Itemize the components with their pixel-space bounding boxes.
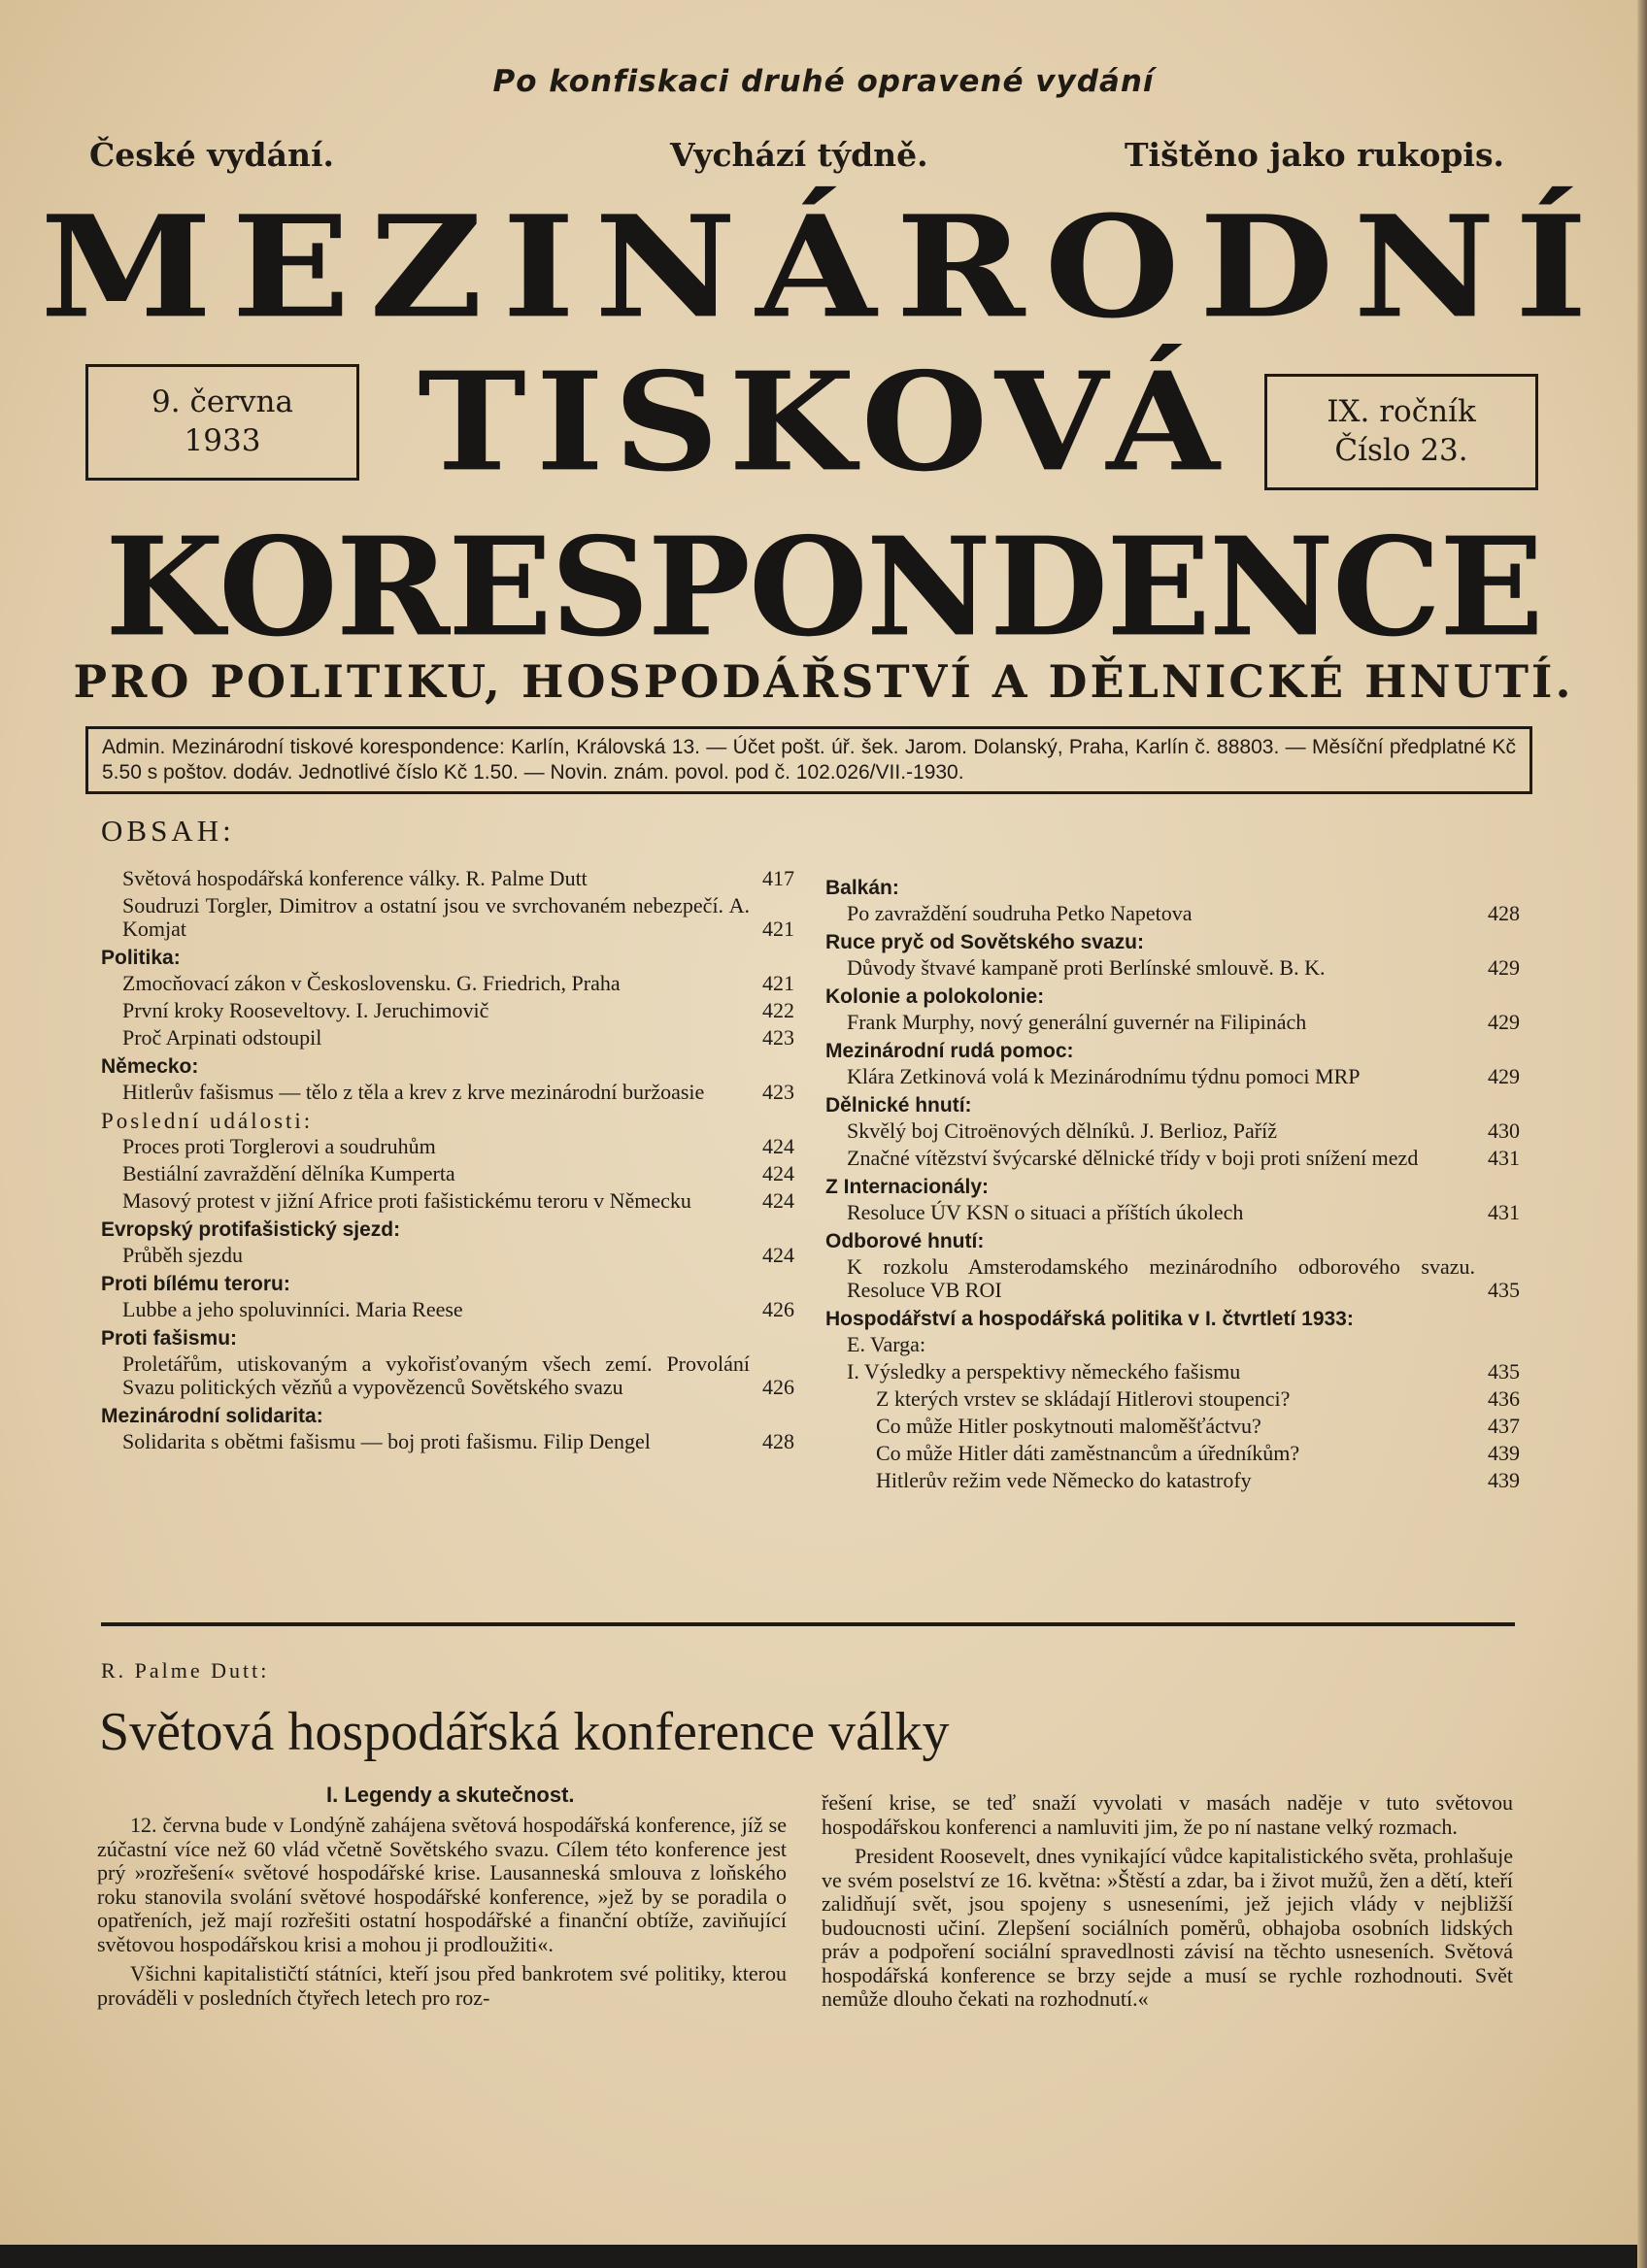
contents-section-heading: Proti bílému teroru: — [101, 1273, 290, 1295]
contents-entry-page: 423 — [762, 1025, 794, 1050]
contents-entry-title: Hitlerův režim vede Německo do katastrofy — [876, 1468, 1252, 1492]
contents-entry — [101, 1162, 794, 1185]
confiscation-notice: Po konfiskaci druhé opravené vydání — [492, 64, 1155, 99]
contents-entry-title: Skvělý boj Citroënových dělníků. J. Berlioz, Paříž — [847, 1118, 1277, 1143]
print-label: Tištěno jako rukopis. — [1125, 136, 1505, 174]
masthead-subtitle: PRO POLITIKU, HOSPODÁŘSTVÍ A DĚLNICKÉ HNUTÍ. — [73, 655, 1574, 708]
contents-entry — [825, 1387, 1520, 1411]
scan-right-edge — [1637, 0, 1647, 2268]
contents-entry — [825, 1415, 1520, 1438]
contents-section-heading: Hospodářství a hospodářská politika v I. čtvrtletí 1933: — [825, 1308, 1354, 1330]
contents-entry — [825, 1255, 1520, 1302]
contents-entry-title: Z kterých vrstev se skládají Hitlerovi stoupenci? — [876, 1386, 1291, 1411]
contents-entry — [825, 1011, 1520, 1034]
contents-entry-page: 428 — [762, 1429, 794, 1453]
contents-entry — [825, 1442, 1520, 1465]
contents-entry-title: K rozkolu Amsterodamského mezinárodního odborového svazu. Resoluce VB ROI — [847, 1254, 1475, 1302]
contents-entry-title: Masový protest v jižní Africe proti fašistickému teroru v Německu — [122, 1188, 691, 1213]
article-paragraph: 12. června bude v Londýně zahájena světová hospodářská konference, jíž se zúčastní více než 60 vlád včetně Sovětského svazu. Cílem této konference jest prý »rozřešení« světové hospodářské krise. Lausanneská smlouva z loňského roku stanovila svolání světové hospodářské konference, »jež by se poradila o opatřeních, jež mají rozřešiti ostatní hospodářské a finanční obtíže, zaviňující světovou hospodářskou krisi a mohou ji prodloužiti«. — [97, 1813, 787, 1956]
masthead-line-2: TISKOVÁ — [418, 343, 1229, 502]
contents-section-heading: Německo: — [101, 1055, 199, 1078]
contents-section-heading: Z Internacionály: — [825, 1176, 990, 1198]
contents-entry-page: 431 — [1488, 1146, 1520, 1170]
article-section-heading: I. Legendy a skutečnost. — [326, 1783, 575, 1807]
article-right-column — [822, 1791, 1513, 2018]
issue-number: Číslo 23. — [1334, 433, 1468, 468]
scan-bottom-edge — [0, 2245, 1647, 2268]
contents-entry — [825, 1201, 1520, 1224]
contents-entry — [825, 902, 1520, 925]
article-left-column — [97, 1814, 787, 2016]
contents-section-heading: Ruce pryč od Sovětského svazu: — [825, 931, 1144, 953]
contents-heading: OBSAH: — [101, 814, 235, 848]
contents-entry-title: Proletářům, utiskovaným a vykořisťovaným všech zemí. Provolání Svazu politických vězňů a vypovězenců Sovětského svazu — [122, 1351, 750, 1399]
contents-entry-title: Resoluce ÚV KSN o situaci a příštích úkolech — [847, 1200, 1244, 1224]
contents-entry-page: 426 — [762, 1297, 794, 1321]
contents-entry-title: Co může Hitler poskytnouti maloměšťáctvu? — [876, 1414, 1261, 1438]
contents-entry — [825, 1065, 1520, 1088]
contents-entry — [101, 894, 794, 941]
contents-entry — [101, 1135, 794, 1158]
contents-entry-title: Bestiální zavraždění dělníka Kumperta — [122, 1161, 455, 1185]
contents-entry — [101, 1298, 794, 1321]
divider-rule — [101, 1622, 1515, 1626]
contents-entry-page: 429 — [1488, 955, 1520, 980]
contents-entry — [101, 1244, 794, 1267]
contents-entry-page: 435 — [1488, 1359, 1520, 1384]
contents-entry-title: Zmocňovací zákon v Československu. G. Friedrich, Praha — [122, 971, 621, 995]
contents-entry-title: Světová hospodářská konference války. R. Palme Dutt — [122, 866, 588, 890]
contents-entry-page: 439 — [1488, 1468, 1520, 1492]
contents-entry-page: 424 — [762, 1188, 794, 1213]
issue-date-day: 9. června — [151, 384, 293, 419]
contents-entry-title: Proces proti Torglerovi a soudruhům — [122, 1134, 436, 1158]
contents-entry-page: 435 — [1488, 1278, 1520, 1302]
contents-entry-page: 431 — [1488, 1200, 1520, 1224]
contents-entry-page: 429 — [1488, 1064, 1520, 1088]
volume-box — [1264, 374, 1538, 490]
contents-entry-title: Značné vítězství švýcarské dělnické třídy v boji proti snížení mezd — [847, 1146, 1419, 1170]
contents-entry — [825, 1147, 1520, 1170]
contents-entry — [825, 1119, 1520, 1143]
contents-entry-title: Průběh sjezdu — [122, 1243, 244, 1267]
contents-entry — [101, 867, 794, 890]
contents-entry — [825, 956, 1520, 980]
issue-date-box — [85, 364, 359, 481]
contents-entry-page: 430 — [1488, 1118, 1520, 1143]
contents-entry-page: 417 — [762, 866, 794, 890]
contents-section-heading: Proti fašismu: — [101, 1327, 238, 1350]
contents-section-heading: Odborové hnutí: — [825, 1230, 985, 1252]
contents-section-heading: Kolonie a polokolonie: — [825, 985, 1045, 1008]
contents-section-heading: Evropský protifašistický sjezd: — [101, 1218, 401, 1241]
contents-entry-page: 424 — [762, 1161, 794, 1185]
contents-entry-page: 421 — [762, 917, 794, 941]
contents-entry-page: 424 — [762, 1134, 794, 1158]
contents-entry-title: Soudruzi Torgler, Dimitrov a ostatní jsou ve svrchovaném nebezpečí. A. Komjat — [122, 893, 750, 941]
contents-entry-title: Po zavraždění soudruha Petko Napetova — [847, 901, 1193, 925]
contents-entry-title: I. Výsledky a perspektivy německého fašismu — [847, 1359, 1241, 1384]
contents-author-line: E. Varga: — [847, 1332, 926, 1356]
contents-entry-page: 421 — [762, 971, 794, 995]
volume-number: IX. ročník — [1327, 394, 1476, 429]
contents-entry-page: 437 — [1488, 1414, 1520, 1438]
article-paragraph: řešení krise, se teď snaží vyvolati v masách naděje v tuto světovou hospodářskou konferenci a namluviti jim, že po ní nastane velký rozmach. — [822, 1790, 1513, 1839]
frequency-label: Vychází týdně. — [670, 136, 928, 174]
contents-entry-title: Solidarita s obětmi fašismu — boj proti fašismu. Filip Dengel — [122, 1429, 651, 1453]
contents-section-heading: Mezinárodní rudá pomoc: — [825, 1040, 1074, 1062]
contents-entry-title: Proč Arpinati odstoupil — [122, 1025, 322, 1050]
contents-entry-title: Hitlerův fašismus — tělo z těla a krev z krve mezinárodní buržoasie — [122, 1080, 705, 1104]
contents-entry-page: 423 — [762, 1080, 794, 1104]
contents-entry — [825, 1360, 1520, 1384]
contents-entry — [101, 1189, 794, 1213]
contents-entry-page: 428 — [1488, 901, 1520, 925]
contents-entry-page: 429 — [1488, 1010, 1520, 1034]
contents-entry-page: 436 — [1488, 1386, 1520, 1411]
contents-section-heading: Poslední události: — [101, 1109, 314, 1133]
contents-entry — [101, 1081, 794, 1104]
contents-section-heading: Balkán: — [825, 877, 899, 899]
article-paragraph: Všichni kapitalističtí státníci, kteří jsou před bankrotem své politiky, kterou prováděli v posledních čtyřech letech pro roz- — [97, 1961, 787, 2010]
contents-entry-title: Frank Murphy, nový generální guvernér na Filipinách — [847, 1010, 1307, 1034]
contents-entry-page: 439 — [1488, 1441, 1520, 1465]
article-headline: Světová hospodářská konference války — [99, 1702, 950, 1762]
issue-date-year: 1933 — [184, 423, 261, 458]
administration-box: Admin. Mezinárodní tiskové korespondence: Karlín, Královská 13. — Účet pošt. úř. šek. Jarom. Dolanský, Praha, Karlín č. 88803. — Měsíční předplatné Kč 5.50 s poštov. dodáv. Jednotlivé číslo Kč 1.50. — Novin. znám. povol. pod č. 102.026/VII.-1930. — [85, 726, 1532, 794]
contents-section-heading: Dělnické hnutí: — [825, 1094, 972, 1117]
contents-entry-title: První kroky Rooseveltovy. I. Jeruchimovič — [122, 998, 489, 1022]
edition-label: České vydání. — [89, 136, 335, 174]
contents-entry-title: Klára Zetkinová volá k Mezinárodnímu týdnu pomoci MRP — [847, 1064, 1361, 1088]
contents-entry — [101, 999, 794, 1022]
contents-entry — [101, 1026, 794, 1050]
contents-entry — [101, 1352, 794, 1399]
contents-entry — [825, 1469, 1520, 1492]
contents-section-heading: Mezinárodní solidarita: — [101, 1405, 323, 1427]
contents-entry-page: 422 — [762, 998, 794, 1022]
masthead-line-1: MEZINÁRODNÍ — [40, 184, 1607, 350]
contents-entry — [101, 972, 794, 995]
article-paragraph: President Roosevelt, dnes vynikající vůdce kapitalistického světa, prohlašuje ve svém poselství ze 16. května: »Štěstí a zdar, ba i život mužů, žen a dětí, kteří zalidňují svět, jsou spojeny s usneseními, jež jejich vlády v nejbližší budoucnosti učiní. Zlepšení sociálních poměrů, obhajoba osobních lidských práv a podpoření sociální spravedlnosti závisí na těchto usneseních. Světová hospodářská konference se brzy sejde a musí se rychle rozhodnouti. Svět nemůže dlouho čekati na rozhodnutí.« — [822, 1844, 1513, 2011]
contents-left-column — [101, 867, 794, 1457]
masthead-line-3: KORESPONDENCE — [105, 508, 1542, 667]
contents-right-column — [825, 871, 1520, 1496]
contents-entry — [101, 1430, 794, 1453]
article-author: R. Palme Dutt: — [101, 1658, 270, 1683]
contents-entry-title: Co může Hitler dáti zaměstnancům a úředníkům? — [876, 1441, 1300, 1465]
contents-entry-page: 424 — [762, 1243, 794, 1267]
contents-section-heading: Politika: — [101, 947, 181, 969]
contents-entry-title: Důvody štvavé kampaně proti Berlínské smlouvě. B. K. — [847, 955, 1326, 980]
contents-entry-title: Lubbe a jeho spoluvinníci. Maria Reese — [122, 1297, 463, 1321]
contents-entry-page: 426 — [762, 1375, 794, 1399]
